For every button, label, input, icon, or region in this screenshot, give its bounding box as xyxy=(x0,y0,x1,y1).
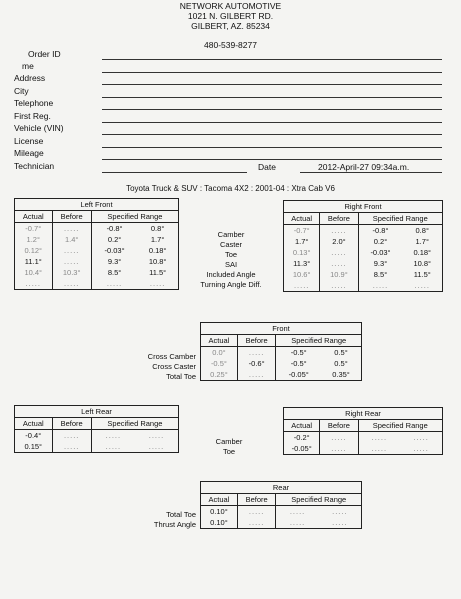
front-table xyxy=(200,322,362,381)
col-actual: Actual xyxy=(284,420,320,432)
front-max-cross-caster: 0.5° xyxy=(321,358,362,369)
rf-actual-toe: 0.13° xyxy=(284,247,320,258)
lf-actual-included: 10.4° xyxy=(15,267,53,278)
date-label: Date xyxy=(258,162,276,172)
field-label-name: me xyxy=(22,61,34,71)
rf-min-included: 8.5° xyxy=(358,269,402,280)
col-before: Before xyxy=(320,213,358,225)
rr-min-toe: ..... xyxy=(358,443,400,455)
rr-actual-toe: -0.05° xyxy=(284,443,320,455)
label-rear-toe: Toe xyxy=(222,447,236,456)
lf-actual-sai: 11.1° xyxy=(15,256,53,267)
field-line-technician xyxy=(102,172,247,173)
rf-before-toe: ..... xyxy=(320,247,358,258)
right-front-table xyxy=(283,200,443,292)
lr-min-camber: ..... xyxy=(91,430,135,442)
rear-min-total-toe: ..... xyxy=(276,506,319,518)
rf-min-turning: ..... xyxy=(358,280,402,292)
field-label-first-reg: First Reg. xyxy=(14,111,51,121)
rr-before-toe: ..... xyxy=(320,443,358,455)
front-title: Front xyxy=(201,323,362,335)
lr-actual-toe: 0.15° xyxy=(15,441,53,453)
front-min-cross-camber: -0.5° xyxy=(276,347,321,359)
front-actual-cross-camber: 0.0° xyxy=(201,347,238,359)
col-spec: Specified Range xyxy=(91,211,178,223)
rf-actual-included: 10.6° xyxy=(284,269,320,280)
lr-actual-camber: -0.4° xyxy=(15,430,53,442)
col-spec: Specified Range xyxy=(91,418,178,430)
rr-actual-camber: -0.2° xyxy=(284,432,320,444)
lf-actual-caster: 1.2° xyxy=(15,234,53,245)
rf-min-caster: 0.2° xyxy=(358,236,402,247)
rear-min-thrust: ..... xyxy=(276,517,319,529)
col-spec: Specified Range xyxy=(276,494,362,506)
date-value: 2012-April-27 09:34a.m. xyxy=(318,162,410,172)
rr-before-camber: ..... xyxy=(320,432,358,444)
rf-max-turning: ..... xyxy=(402,280,442,292)
field-line-first-reg xyxy=(102,122,442,123)
rf-before-included: 10.9° xyxy=(320,269,358,280)
rf-before-caster: 2.0° xyxy=(320,236,358,247)
label-rear-total-toe: Total Toe xyxy=(166,510,196,519)
field-label-license: License xyxy=(14,136,44,146)
rf-max-toe: 0.18° xyxy=(402,247,442,258)
field-line-address xyxy=(102,84,442,85)
rr-max-toe: ..... xyxy=(400,443,442,455)
rear-title: Rear xyxy=(201,482,362,494)
label-sai: SAI xyxy=(224,260,238,269)
label-camber: Camber xyxy=(217,230,245,239)
lf-min-caster: 0.2° xyxy=(91,234,137,245)
rf-before-sai: ..... xyxy=(320,258,358,269)
front-max-cross-camber: 0.5° xyxy=(321,347,362,359)
rear-max-thrust: ..... xyxy=(319,517,362,529)
rf-max-sai: 10.8° xyxy=(402,258,442,269)
field-line-name xyxy=(102,72,442,73)
rear-actual-thrust: 0.10° xyxy=(201,517,238,529)
field-line-license xyxy=(102,147,442,148)
col-spec: Specified Range xyxy=(358,213,443,225)
shop-name: NETWORK AUTOMOTIVE xyxy=(179,1,282,11)
lf-min-included: 8.5° xyxy=(91,267,137,278)
rr-min-camber: ..... xyxy=(358,432,400,444)
field-line-city xyxy=(102,97,442,98)
lf-before-toe: ..... xyxy=(52,245,91,256)
lr-max-toe: ..... xyxy=(135,441,179,453)
left-rear-table xyxy=(14,405,179,453)
lf-before-included: 10.3° xyxy=(52,267,91,278)
rf-min-sai: 9.3° xyxy=(358,258,402,269)
rf-before-camber: ..... xyxy=(320,225,358,237)
rear-before-total-toe: ..... xyxy=(237,506,276,518)
col-spec: Specified Range xyxy=(358,420,443,432)
front-before-cross-caster: -0.6° xyxy=(237,358,276,369)
label-caster: Caster xyxy=(219,240,243,249)
front-before-total-toe: ..... xyxy=(237,369,276,381)
col-actual: Actual xyxy=(284,213,320,225)
left-front-title: Left Front xyxy=(15,199,179,211)
col-actual: Actual xyxy=(15,211,53,223)
front-combined-labels xyxy=(100,352,196,382)
vehicle-spec: Toyota Truck & SUV : Tacoma 4X2 : 2001-04 : Xtra Cab V6 xyxy=(126,184,335,193)
rear-combined-labels xyxy=(100,510,196,530)
field-label-technician: Technician xyxy=(14,161,55,171)
front-min-total-toe: -0.05° xyxy=(276,369,321,381)
rf-actual-turning: ..... xyxy=(284,280,320,292)
col-before: Before xyxy=(52,211,91,223)
label-total-toe: Total Toe xyxy=(166,372,196,381)
front-min-cross-caster: -0.5° xyxy=(276,358,321,369)
rf-max-camber: 0.8° xyxy=(402,225,442,237)
label-turning-angle-diff: Turning Angle Diff. xyxy=(200,280,262,289)
lf-min-toe: -0.03° xyxy=(91,245,137,256)
label-included-angle: Included Angle xyxy=(206,270,256,279)
lf-min-turning: ..... xyxy=(91,278,137,290)
lr-before-toe: ..... xyxy=(52,441,91,453)
label-rear-camber: Camber xyxy=(215,437,243,446)
rear-actual-total-toe: 0.10° xyxy=(201,506,238,518)
field-line-vin xyxy=(102,134,442,135)
label-toe: Toe xyxy=(224,250,238,259)
rf-max-caster: 1.7° xyxy=(402,236,442,247)
rr-max-camber: ..... xyxy=(400,432,442,444)
rf-min-toe: -0.03° xyxy=(358,247,402,258)
lf-max-toe: 0.18° xyxy=(137,245,178,256)
front-labels xyxy=(176,230,286,290)
rear-labels xyxy=(174,437,284,457)
col-before: Before xyxy=(237,335,276,347)
label-thrust-angle: Thrust Angle xyxy=(153,520,196,529)
lf-before-turning: ..... xyxy=(52,278,91,290)
lf-min-camber: -0.8° xyxy=(91,223,137,235)
col-before: Before xyxy=(320,420,358,432)
right-front-title: Right Front xyxy=(284,201,443,213)
left-rear-title: Left Rear xyxy=(15,406,179,418)
field-label-address: Address xyxy=(14,73,46,83)
col-actual: Actual xyxy=(201,335,238,347)
rf-actual-caster: 1.7° xyxy=(284,236,320,247)
front-actual-total-toe: 0.25° xyxy=(201,369,238,381)
field-line-telephone xyxy=(102,109,442,110)
front-actual-cross-caster: -0.5° xyxy=(201,358,238,369)
rf-actual-camber: -0.7° xyxy=(284,225,320,237)
rf-min-camber: -0.8° xyxy=(358,225,402,237)
rear-max-total-toe: ..... xyxy=(319,506,362,518)
lf-actual-camber: -0.7° xyxy=(15,223,53,235)
shop-phone: 480-539-8277 xyxy=(204,40,257,50)
lf-max-caster: 1.7° xyxy=(137,234,178,245)
rf-before-turning: ..... xyxy=(320,280,358,292)
col-actual: Actual xyxy=(201,494,238,506)
right-rear-title: Right Rear xyxy=(284,408,443,420)
lf-actual-turning: ..... xyxy=(15,278,53,290)
col-spec: Specified Range xyxy=(276,335,362,347)
lf-before-camber: ..... xyxy=(52,223,91,235)
lr-max-camber: ..... xyxy=(135,430,179,442)
lf-actual-toe: 0.12° xyxy=(15,245,53,256)
shop-city: GILBERT, AZ. 85234 xyxy=(191,21,270,31)
rear-before-thrust: ..... xyxy=(237,517,276,529)
field-label-mileage: Mileage xyxy=(14,148,44,158)
field-label-order-id: Order ID xyxy=(28,49,61,59)
front-max-total-toe: 0.35° xyxy=(321,369,362,381)
lf-min-sai: 9.3° xyxy=(91,256,137,267)
label-cross-caster: Cross Caster xyxy=(152,362,196,371)
lf-max-turning: ..... xyxy=(137,278,178,290)
field-label-telephone: Telephone xyxy=(14,98,54,108)
date-line xyxy=(300,172,442,173)
front-before-cross-camber: ..... xyxy=(237,347,276,359)
rf-max-included: 11.5° xyxy=(402,269,442,280)
lf-before-sai: ..... xyxy=(52,256,91,267)
lf-max-sai: 10.8° xyxy=(137,256,178,267)
right-rear-table xyxy=(283,407,443,455)
lf-max-camber: 0.8° xyxy=(137,223,178,235)
rf-actual-sai: 11.3° xyxy=(284,258,320,269)
lr-min-toe: ..... xyxy=(91,441,135,453)
field-label-city: City xyxy=(14,86,29,96)
field-line-mileage xyxy=(102,159,442,160)
lf-before-caster: 1.4° xyxy=(52,234,91,245)
lr-before-camber: ..... xyxy=(52,430,91,442)
left-front-table xyxy=(14,198,179,290)
shop-address: 1021 N. GILBERT RD. xyxy=(187,11,274,21)
col-before: Before xyxy=(52,418,91,430)
col-actual: Actual xyxy=(15,418,53,430)
label-cross-camber: Cross Camber xyxy=(147,352,196,361)
col-before: Before xyxy=(237,494,276,506)
rear-table xyxy=(200,481,362,529)
field-line-order-id xyxy=(102,59,442,60)
field-label-vin: Vehicle (VIN) xyxy=(14,123,64,133)
lf-max-included: 11.5° xyxy=(137,267,178,278)
